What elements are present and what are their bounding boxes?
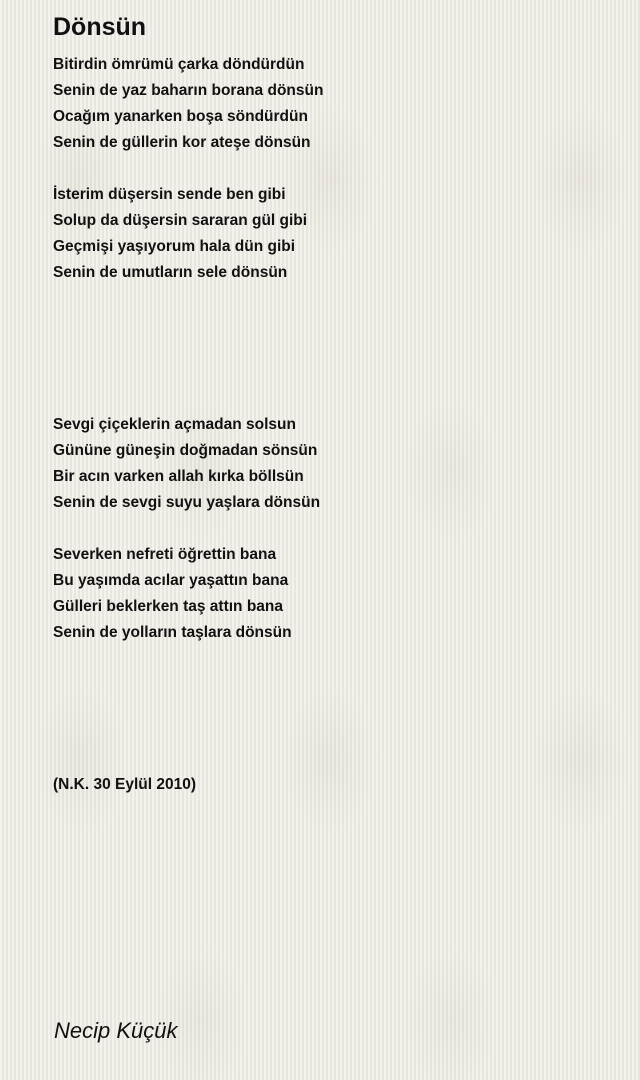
poem-line: Senin de sevgi suyu yaşlara dönsün <box>53 494 321 511</box>
poem-line: Severken nefreti öğrettin bana <box>53 546 277 563</box>
author-name: Necip Küçük <box>54 1018 178 1043</box>
poem-line: İsterim düşersin sende ben gibi <box>53 186 286 203</box>
stanza-1 <box>53 52 323 156</box>
date-note: (N.K. 30 Eylül 2010) <box>53 776 197 793</box>
poem-line: Senin de güllerin kor ateşe dönsün <box>53 134 311 151</box>
poem-line: Gülleri beklerken taş attın bana <box>53 598 283 615</box>
poem-line: Ocağım yanarken boşa söndürdün <box>53 108 308 125</box>
poem-title: Dönsün <box>53 13 147 41</box>
stanza-2 <box>53 182 307 286</box>
poem-line: Senin de umutların sele dönsün <box>53 264 288 281</box>
poem-line: Bitirdin ömrümü çarka döndürdün <box>53 56 305 73</box>
poem-line: Sevgi çiçeklerin açmadan solsun <box>53 416 296 433</box>
poem-line: Bu yaşımda acılar yaşattın bana <box>53 572 289 589</box>
poem-line: Bir acın varken allah kırka böllsün <box>53 468 304 485</box>
poem-line: Gününe güneşin doğmadan sönsün <box>53 442 318 459</box>
poem-line: Senin de yaz baharın borana dönsün <box>53 82 324 99</box>
poem-line: Senin de yolların taşlara dönsün <box>53 624 292 641</box>
poem-line: Solup da düşersin sararan gül gibi <box>53 212 308 229</box>
poem-line: Geçmişi yaşıyorum hala dün gibi <box>53 238 296 255</box>
stanza-4 <box>53 542 292 646</box>
stanza-3 <box>53 412 320 516</box>
